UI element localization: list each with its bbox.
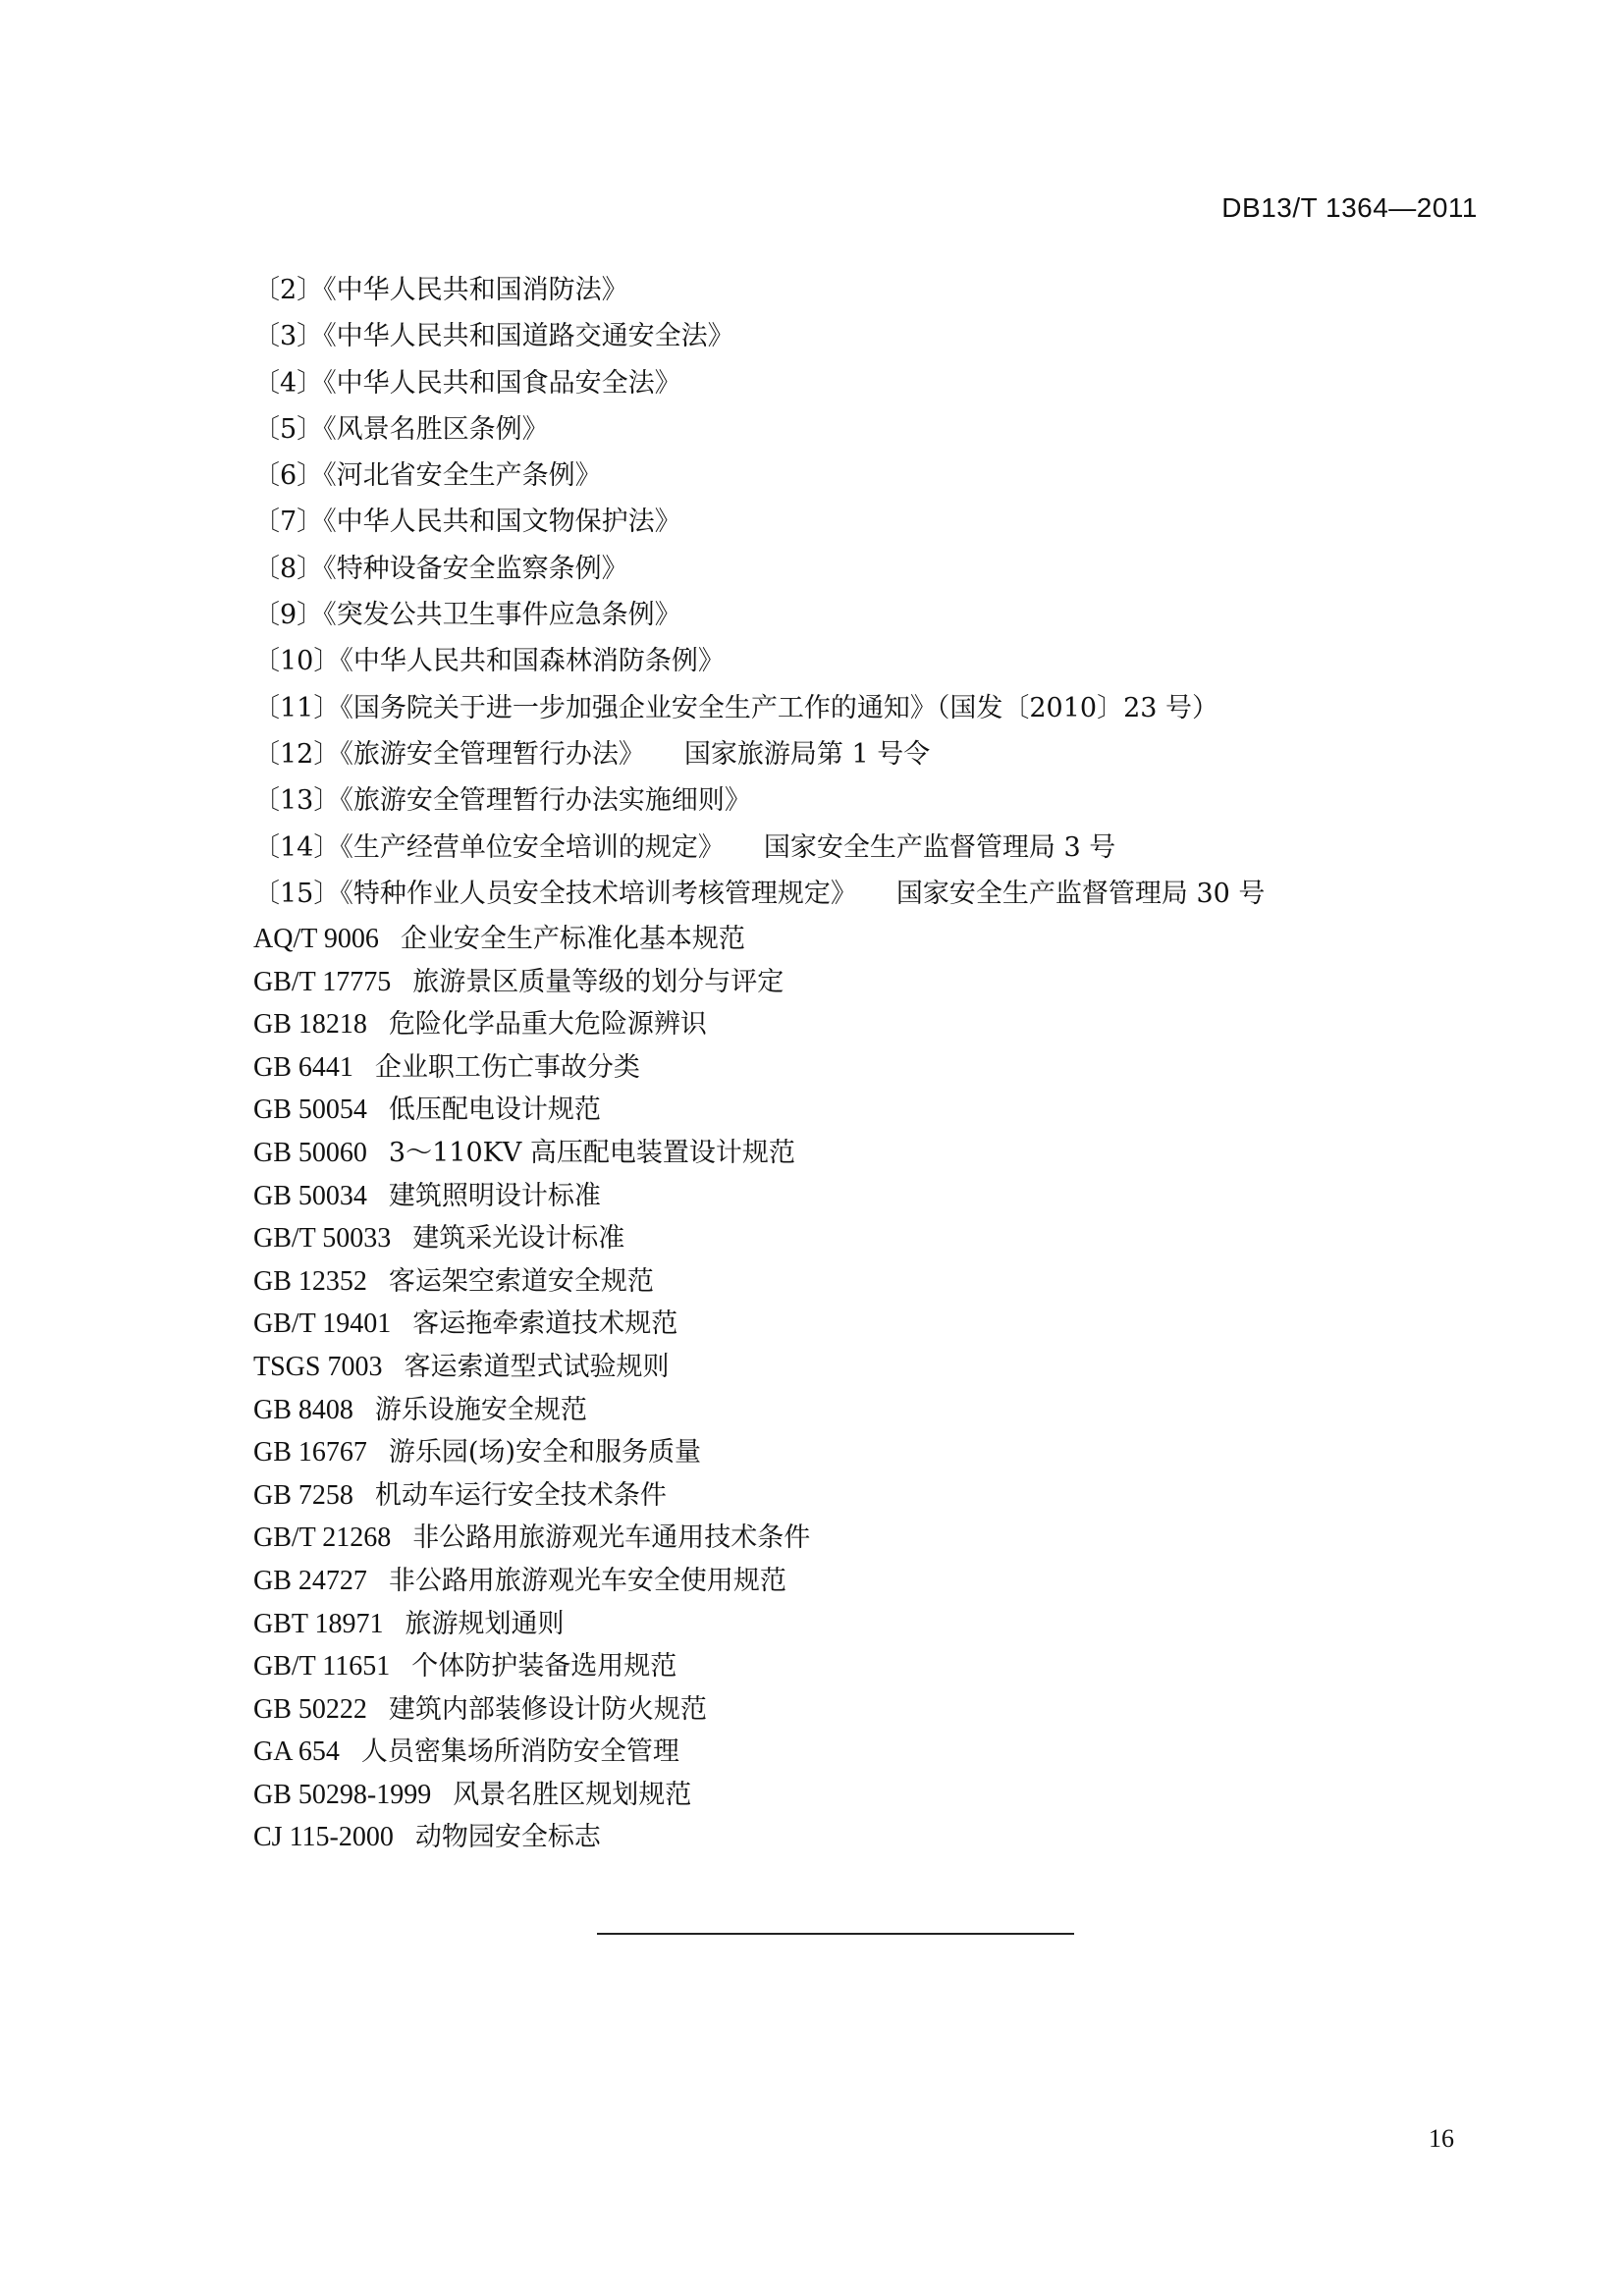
- standard-reference-list: [253, 918, 810, 1859]
- standard-code: GB 50034: [253, 1180, 367, 1211]
- law-number: 〔10〕: [253, 646, 341, 677]
- law-reference-list: [253, 267, 1265, 917]
- law-title: 《生产经营单位安全培训的规定》: [340, 831, 725, 863]
- law-number: 〔6〕: [253, 460, 324, 492]
- law-number: 〔11〕: [253, 692, 341, 723]
- standard-title: 客运拖牵索道技术规范: [412, 1308, 678, 1340]
- law-item: [253, 453, 1265, 499]
- standard-title: 客运架空索道安全规范: [388, 1265, 654, 1297]
- law-title: 《特种作业人员安全技术培训考核管理规定》: [340, 878, 857, 909]
- standard-item: [253, 1731, 810, 1774]
- law-title: 《中华人民共和国森林消防条例》: [340, 646, 725, 677]
- law-item: [253, 360, 1265, 406]
- law-item: [253, 638, 1265, 684]
- standard-title: 游乐园(场)安全和服务质量: [388, 1437, 701, 1468]
- law-item: [253, 546, 1265, 592]
- standard-title: 企业职工伤亡事故分类: [374, 1051, 640, 1083]
- standard-code: GB/T 17775: [253, 966, 392, 997]
- standard-code: GBT 18971: [253, 1608, 384, 1639]
- standard-code: TSGS 7003: [253, 1351, 383, 1382]
- standard-code: GB 8408: [253, 1394, 353, 1425]
- standard-item: [253, 1089, 810, 1132]
- law-title: 《突发公共卫生事件应急条例》: [323, 600, 681, 631]
- law-title: 《中华人民共和国消防法》: [323, 275, 628, 305]
- standard-title: 低压配电设计规范: [388, 1095, 601, 1126]
- law-number: 〔12〕: [253, 738, 341, 770]
- standard-code: GB 18218: [253, 1009, 367, 1041]
- standard-code: AQ/T 9006: [253, 924, 379, 954]
- law-number: 〔15〕: [253, 878, 341, 909]
- law-title: 《旅游安全管理暂行办法》: [340, 738, 645, 770]
- law-number: 〔4〕: [253, 367, 324, 399]
- law-item: [253, 825, 1265, 871]
- standard-title: 旅游景区质量等级的划分与评定: [412, 966, 784, 997]
- standard-code: GB/T 11651: [253, 1651, 391, 1682]
- law-item: [253, 499, 1265, 545]
- standard-code: GB 50222: [253, 1693, 367, 1725]
- standard-title: 旅游规划通则: [405, 1608, 565, 1639]
- standard-title: 企业安全生产标准化基本规范: [400, 924, 745, 954]
- standard-item: [253, 1774, 810, 1817]
- law-issuer: 国家安全生产监督管理局 30 号: [895, 878, 1266, 909]
- standard-item: [253, 1431, 810, 1474]
- law-issuer: 国家旅游局第 1 号令: [683, 738, 931, 770]
- standard-title: 非公路用旅游观光车通用技术条件: [412, 1522, 811, 1554]
- standard-code: GB 50054: [253, 1095, 367, 1126]
- end-divider: [597, 1933, 1074, 1935]
- standard-code: GB 7258: [253, 1479, 353, 1511]
- standard-code: GB 50298-1999: [253, 1779, 432, 1810]
- standard-title: 动物园安全标志: [414, 1822, 601, 1853]
- law-item: [253, 592, 1265, 638]
- standard-item: [253, 1217, 810, 1260]
- standard-code: GB 6441: [253, 1051, 353, 1083]
- standard-item: [253, 1303, 810, 1346]
- standard-title: 非公路用旅游观光车安全使用规范: [388, 1565, 786, 1596]
- standard-title: 机动车运行安全技术条件: [374, 1479, 667, 1511]
- law-item: [253, 313, 1265, 359]
- standard-title: 客运索道型式试验规则: [404, 1351, 670, 1382]
- law-number: 〔5〕: [253, 413, 324, 445]
- law-title: 《中华人民共和国道路交通安全法》: [323, 321, 734, 352]
- law-item: [253, 777, 1265, 824]
- page-number: 16: [1429, 2124, 1454, 2153]
- law-title: 《旅游安全管理暂行办法实施细则》: [340, 785, 751, 817]
- standard-title: 游乐设施安全规范: [374, 1394, 587, 1425]
- law-title: 《特种设备安全监察条例》: [323, 553, 628, 584]
- standard-item: [253, 1346, 810, 1389]
- standard-code: GB/T 21268: [253, 1522, 392, 1554]
- standard-title: 建筑照明设计标准: [388, 1180, 601, 1211]
- document-code: DB13/T 1364—2011: [1221, 192, 1478, 223]
- standard-code: GB 24727: [253, 1565, 367, 1596]
- law-number: 〔14〕: [253, 831, 341, 863]
- standard-title: 危险化学品重大危险源辨识: [388, 1009, 707, 1041]
- law-item: [253, 406, 1265, 453]
- standard-title: 人员密集场所消防安全管理: [360, 1736, 679, 1768]
- standard-item: [253, 1474, 810, 1518]
- standard-title: 建筑内部装修设计防火规范: [388, 1693, 707, 1725]
- law-title: 《河北省安全生产条例》: [323, 460, 602, 492]
- standard-code: GB 16767: [253, 1437, 367, 1468]
- law-issuer: 国家安全生产监督管理局 3 号: [763, 831, 1116, 863]
- law-number: 〔13〕: [253, 785, 341, 817]
- standard-code: GB/T 50033: [253, 1223, 392, 1255]
- standard-item: [253, 1175, 810, 1218]
- law-number: 〔7〕: [253, 507, 324, 538]
- standard-item: [253, 1560, 810, 1603]
- law-item: [253, 685, 1265, 731]
- standard-code: GB 12352: [253, 1265, 367, 1297]
- law-title: 《中华人民共和国食品安全法》: [323, 367, 681, 399]
- standard-item: [253, 1603, 810, 1646]
- standard-title: 个体防护装备选用规范: [411, 1651, 677, 1682]
- standard-code: GA 654: [253, 1736, 340, 1768]
- standard-code: GB 50060: [253, 1137, 367, 1168]
- standard-code: CJ 115-2000: [253, 1822, 394, 1853]
- standard-item: [253, 1389, 810, 1432]
- standard-title: 建筑采光设计标准: [412, 1223, 625, 1255]
- standard-code: GB/T 19401: [253, 1308, 392, 1340]
- standard-item: [253, 1517, 810, 1560]
- standard-item: [253, 1003, 810, 1046]
- law-number: 〔9〕: [253, 600, 324, 631]
- standard-title: 3～110KV 高压配电装置设计规范: [388, 1137, 795, 1168]
- standard-item: [253, 1816, 810, 1859]
- standard-title: 风景名胜区规划规范: [453, 1779, 692, 1810]
- standard-item: [253, 918, 810, 961]
- standard-item: [253, 1260, 810, 1304]
- standard-item: [253, 1132, 810, 1175]
- standard-item: [253, 1046, 810, 1090]
- standard-item: [253, 1645, 810, 1688]
- law-title: 《国务院关于进一步加强企业安全生产工作的通知》（国发〔2010〕23 号）: [340, 692, 1219, 723]
- law-number: 〔2〕: [253, 275, 324, 305]
- law-item: [253, 871, 1265, 917]
- law-item: [253, 267, 1265, 313]
- law-title: 《风景名胜区条例》: [323, 413, 549, 445]
- law-item: [253, 731, 1265, 777]
- standard-item: [253, 1688, 810, 1732]
- standard-item: [253, 961, 810, 1004]
- law-number: 〔8〕: [253, 553, 324, 584]
- law-title: 《中华人民共和国文物保护法》: [323, 507, 681, 538]
- law-number: 〔3〕: [253, 321, 324, 352]
